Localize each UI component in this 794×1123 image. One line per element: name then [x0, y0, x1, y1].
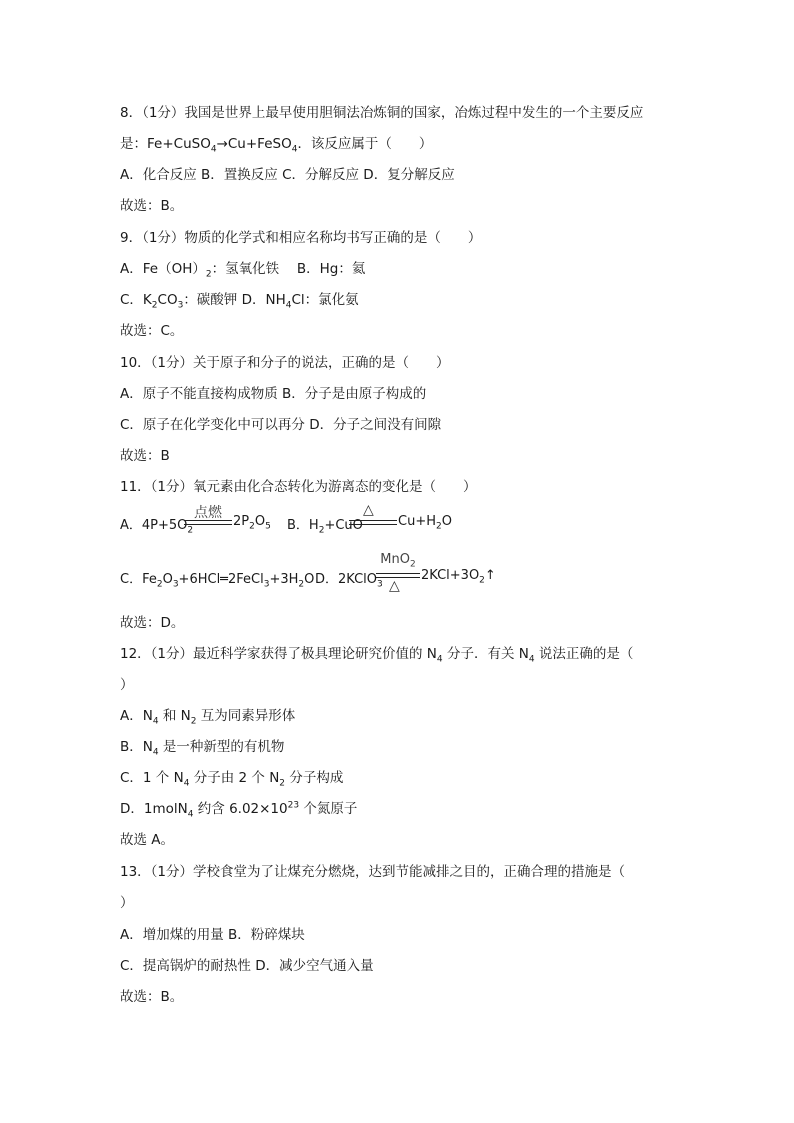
q11-option-a-products: $2P_2O_5$ — [233, 514, 271, 532]
q9-stem: 9．（1分）物质的化学式和相应名称均书写正确的是（ ） — [120, 230, 482, 246]
q12-option-b: B．$N_4$ 是一种新型的有机物 — [120, 739, 285, 758]
q13-stem: 13．（1分）学校食堂为了让煤充分燃烧，达到节能减排之目的，正确合理的措施是（ — [120, 864, 626, 880]
q11-option-c: C．$Fe_2O_3+6HCl═2FeCl_3+3H_2O$ — [120, 572, 315, 590]
q11-stem: 11．（1分）氧元素由化合态转化为游离态的变化是（ ） — [120, 479, 477, 495]
q12-option-c: C．1 个 $N_4$ 分子由 2 个 $N_2$ 分子构成 — [120, 770, 344, 789]
q11-option-d-reactants: D．2KClO$_3$ — [315, 572, 383, 590]
q10-stem: 10．（1分）关于原子和分子的说法，正确的是（ ） — [120, 355, 450, 371]
q13-answer: 故选：B。 — [120, 989, 184, 1005]
q11-option-d-catalyst: MnO$_2$ — [380, 552, 416, 570]
q8-stem-cont: 是：Fe+CuSO$_4$→Cu+FeSO$_4$．该反应属于（ ） — [120, 136, 433, 155]
q11-option-a-condition: 点燃 — [194, 505, 222, 521]
q9-answer: 故选：C。 — [120, 323, 184, 339]
q13-options-cd: C．提高锅炉的耐热性 D．减少空气通入量 — [120, 958, 374, 974]
q9-options-ab: A．$Fe(OH)_2$：氢氧化铁 B．Hg：氦 — [120, 261, 366, 280]
q11-option-d-heat-icon: △ — [389, 578, 400, 594]
q11-option-d-products: $2KCl+3O_2↑$ — [421, 568, 496, 586]
q10-answer: 故选：B — [120, 448, 170, 464]
q13-options-ab: A．增加煤的用量 B．粉碎煤块 — [120, 927, 305, 943]
q8-options: A．化合反应 B．置换反应 C．分解反应 D．复分解反应 — [120, 167, 455, 183]
q12-option-a: A．$N_4$ 和 $N_2$ 互为同素异形体 — [120, 708, 296, 727]
q10-options-ab: A．原子不能直接构成物质 B．分子是由原子构成的 — [120, 386, 427, 402]
q11-option-b-reactants: B．$H_2+CuO$ — [287, 518, 363, 536]
q12-stem-cont: ） — [120, 677, 134, 693]
q13-stem-cont: ） — [120, 895, 134, 911]
q11-option-b-products: $Cu+H_2O$ — [398, 514, 452, 532]
q12-option-d: D．1molN$_4$ 约含 $6.02\times 10^{23}$ 个氮原子 — [120, 800, 358, 820]
q9-options-cd: C．$K_2CO_3$：碳酸钾 D．$NH_4Cl$：氯化氨 — [120, 292, 359, 311]
up-arrow-icon: ↑ — [484, 568, 496, 583]
q11-answer: 故选：D。 — [120, 615, 185, 631]
q12-stem: 12．（1分）最近科学家获得了极具理论研究价值的 $N_4$ 分子．有关 $N_4$ 说法正确的是（ — [120, 646, 634, 665]
q11-option-a-equals — [184, 520, 232, 525]
q8-answer: 故选：B。 — [120, 198, 184, 214]
q11-option-b-equals — [349, 520, 397, 525]
q10-options-cd: C．原子在化学变化中可以再分 D．分子之间没有间隙 — [120, 417, 442, 433]
q8-stem: 8．（1分）我国是世界上最早使用胆铜法冶炼铜的国家，冶炼过程中发生的一个主要反应 — [120, 105, 644, 121]
q11-option-a-reactants: A．$4P+5O_2$ — [120, 518, 194, 536]
q12-answer: 故选 A。 — [120, 832, 175, 848]
q11-option-b-heat-icon: △ — [363, 502, 374, 518]
